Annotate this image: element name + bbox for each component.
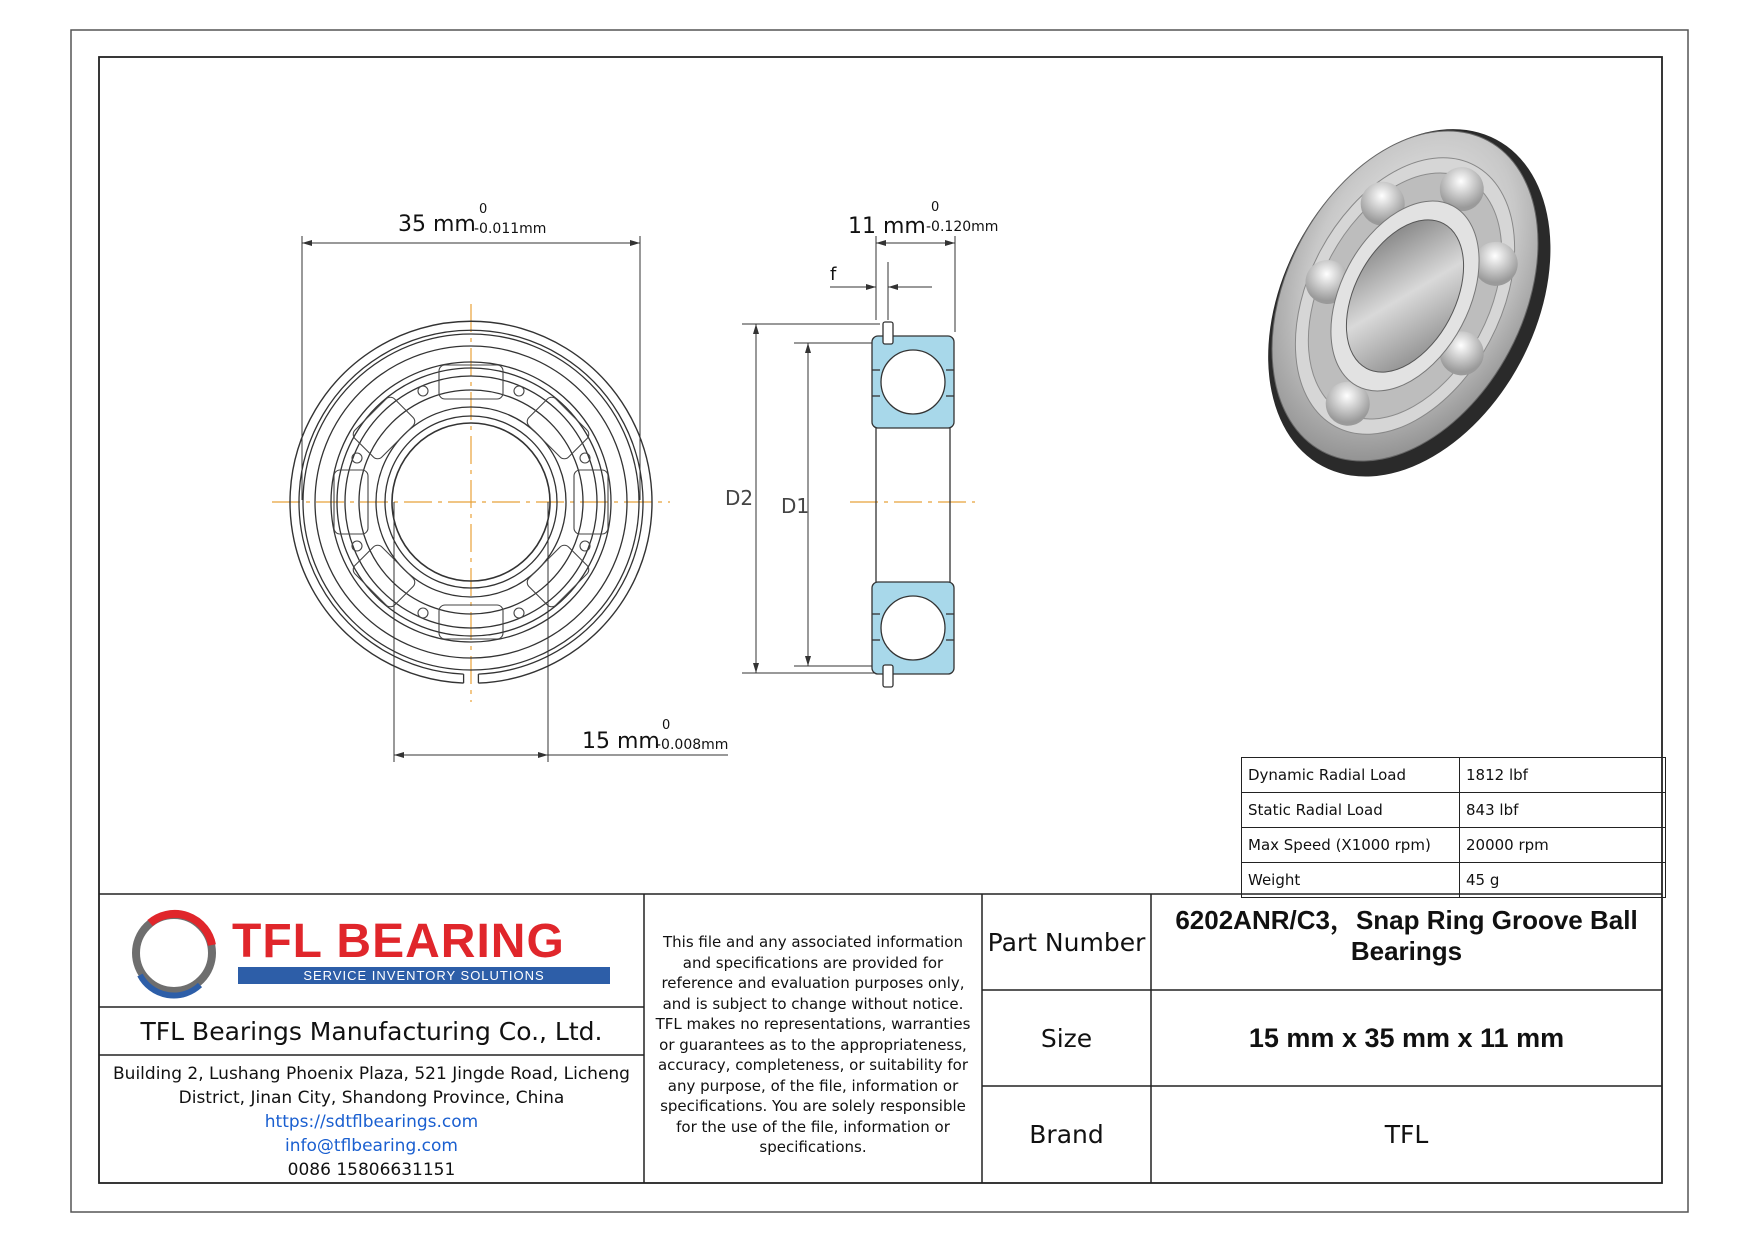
dim-outer-upper: 0 (479, 202, 488, 217)
address-line-2: District, Jinan City, Shandong Province, China (178, 1088, 565, 1108)
front-view (272, 304, 670, 702)
spec-value: 20000 rpm (1460, 828, 1666, 863)
spec-key: Max Speed (X1000 rpm) (1242, 828, 1460, 863)
company-address (99, 1062, 644, 1182)
brand-label: Brand (1029, 1120, 1104, 1149)
dim-outer-value: 35 mm (398, 212, 476, 237)
size-label: Size (1040, 1023, 1093, 1053)
disclaimer-line: accuracy, completeness, or suitability for (657, 1056, 969, 1074)
disclaimer-line: TFL makes no representations, warranties (655, 1015, 971, 1033)
company-name: TFL Bearings Manufacturing Co., Ltd. (140, 1016, 603, 1046)
tfl-logo-mark (136, 914, 212, 996)
part-number-line-1: 6202ANR/C3，Snap Ring Groove Ball (1175, 905, 1638, 935)
dimension-lines (302, 236, 955, 762)
disclaimer (644, 932, 982, 1158)
spec-row (1242, 758, 1666, 793)
website-link[interactable]: https://sdtflbearings.com (264, 1112, 479, 1132)
spec-value: 1812 lbf (1460, 758, 1666, 793)
dim-bore-upper: 0 (662, 718, 671, 733)
disclaimer-line: This file and any associated information (663, 933, 963, 951)
spec-row (1242, 863, 1666, 898)
section-view (850, 322, 975, 687)
brand-value: TFL (1384, 1120, 1429, 1149)
spec-table (1241, 757, 1666, 898)
spec-row (1242, 828, 1666, 863)
size-value: 15 mm x 35 mm x 11 mm (1248, 1022, 1565, 1053)
logo-text: TFL BEARING (232, 915, 565, 968)
dim-bore-lower: -0.008mm (656, 737, 729, 753)
dim-outer-lower: -0.011mm (474, 221, 547, 237)
part-number-value (1151, 894, 1662, 990)
disclaimer-line: and is subject to change without notice. (662, 994, 964, 1013)
dim-label-d2: D2 (725, 486, 754, 510)
dim-width-upper: 0 (931, 200, 940, 215)
bearing-3d-view (1211, 80, 1607, 525)
part-number-label: Part Number (987, 927, 1146, 957)
logo-tagline: SERVICE INVENTORY SOLUTIONS (303, 968, 545, 983)
disclaimer-line: or guarantees as to the appropriateness, (659, 1035, 967, 1054)
dim-label-d1: D1 (781, 494, 810, 518)
email-link[interactable]: info@tflbearing.com (285, 1136, 458, 1156)
dim-bore-value: 15 mm (582, 729, 660, 754)
disclaimer-line: specifications. (759, 1138, 867, 1156)
part-number-line-2: Bearings (1350, 936, 1463, 966)
disclaimer-line: any purpose, of the file, information or (667, 1076, 959, 1095)
disclaimer-line: for the use of the file, information or (676, 1117, 950, 1136)
spec-key: Dynamic Radial Load (1242, 758, 1460, 793)
spec-value: 45 g (1460, 863, 1666, 898)
disclaimer-line: reference and evaluation purposes only, (661, 974, 965, 992)
dim-width-lower: -0.120mm (926, 219, 999, 235)
address-line-1: Building 2, Lushang Phoenix Plaza, 521 Jingde Road, Licheng (113, 1064, 630, 1084)
spec-row (1242, 793, 1666, 828)
spec-key: Static Radial Load (1242, 793, 1460, 828)
spec-value: 843 lbf (1460, 793, 1666, 828)
disclaimer-line: specifications. You are solely responsible (660, 1097, 966, 1115)
disclaimer-line: and specifications are provided for (682, 953, 944, 972)
phone-number: 0086 15806631151 (287, 1160, 456, 1180)
spec-key: Weight (1242, 863, 1460, 898)
dim-label-f: f (830, 264, 837, 285)
dim-width-value: 11 mm (848, 214, 926, 239)
